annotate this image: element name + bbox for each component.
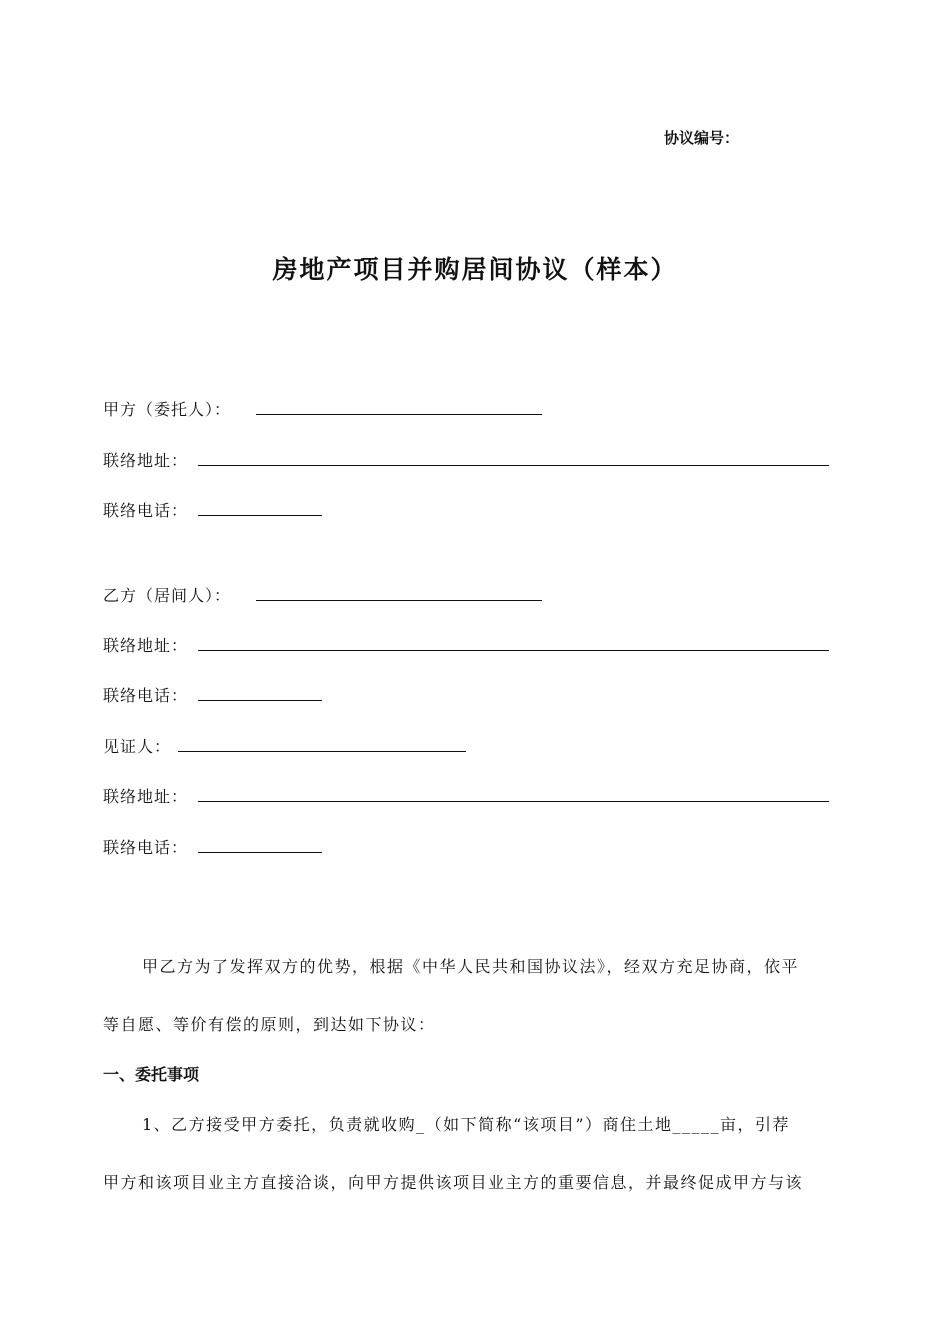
document-title: 房地产项目并购居间协议（样本） bbox=[272, 255, 678, 284]
witness-address-label: 联络地址： bbox=[103, 787, 189, 806]
witness-phone-blank bbox=[198, 852, 322, 853]
party-b-phone-label: 联络电话： bbox=[103, 686, 189, 705]
party-b-address-blank bbox=[198, 650, 829, 651]
witness-address-blank bbox=[198, 801, 829, 802]
party-a-phone-label: 联络电话： bbox=[103, 501, 189, 520]
preamble-line-1: 甲乙方为了发挥双方的优势，根据《中华人民共和国协议法》，经双方充足协商，依平 bbox=[142, 957, 800, 976]
party-b-name-label: 乙方（居间人）： bbox=[103, 586, 232, 605]
witness-phone-label: 联络电话： bbox=[103, 838, 189, 857]
agreement-number-label: 协议编号： bbox=[664, 129, 740, 147]
section-1-heading: 一、委托事项 bbox=[103, 1065, 200, 1084]
party-a-name-blank bbox=[256, 414, 542, 415]
party-b-phone-blank bbox=[198, 700, 322, 701]
party-a-address-blank bbox=[198, 465, 829, 466]
witness-name-label: 见证人： bbox=[103, 737, 172, 756]
party-a-phone-blank bbox=[198, 515, 322, 516]
clause-1-line-1: 1、乙方接受甲方委托，负责就收购_（如下简称“该项目”）商住土地_____亩，引荐 bbox=[142, 1115, 791, 1134]
preamble-line-2: 等自愿、等价有偿的原则，到达如下协议： bbox=[103, 1015, 436, 1034]
witness-name-blank bbox=[178, 751, 466, 752]
party-a-name-label: 甲方（委托人）： bbox=[103, 400, 232, 419]
clause-1-line-2: 甲方和该项目业主方直接洽谈，向甲方提供该项目业主方的重要信息，并最终促成甲方与该 bbox=[103, 1173, 804, 1192]
party-b-address-label: 联络地址： bbox=[103, 636, 189, 655]
party-b-name-blank bbox=[256, 600, 542, 601]
party-a-address-label: 联络地址： bbox=[103, 451, 189, 470]
